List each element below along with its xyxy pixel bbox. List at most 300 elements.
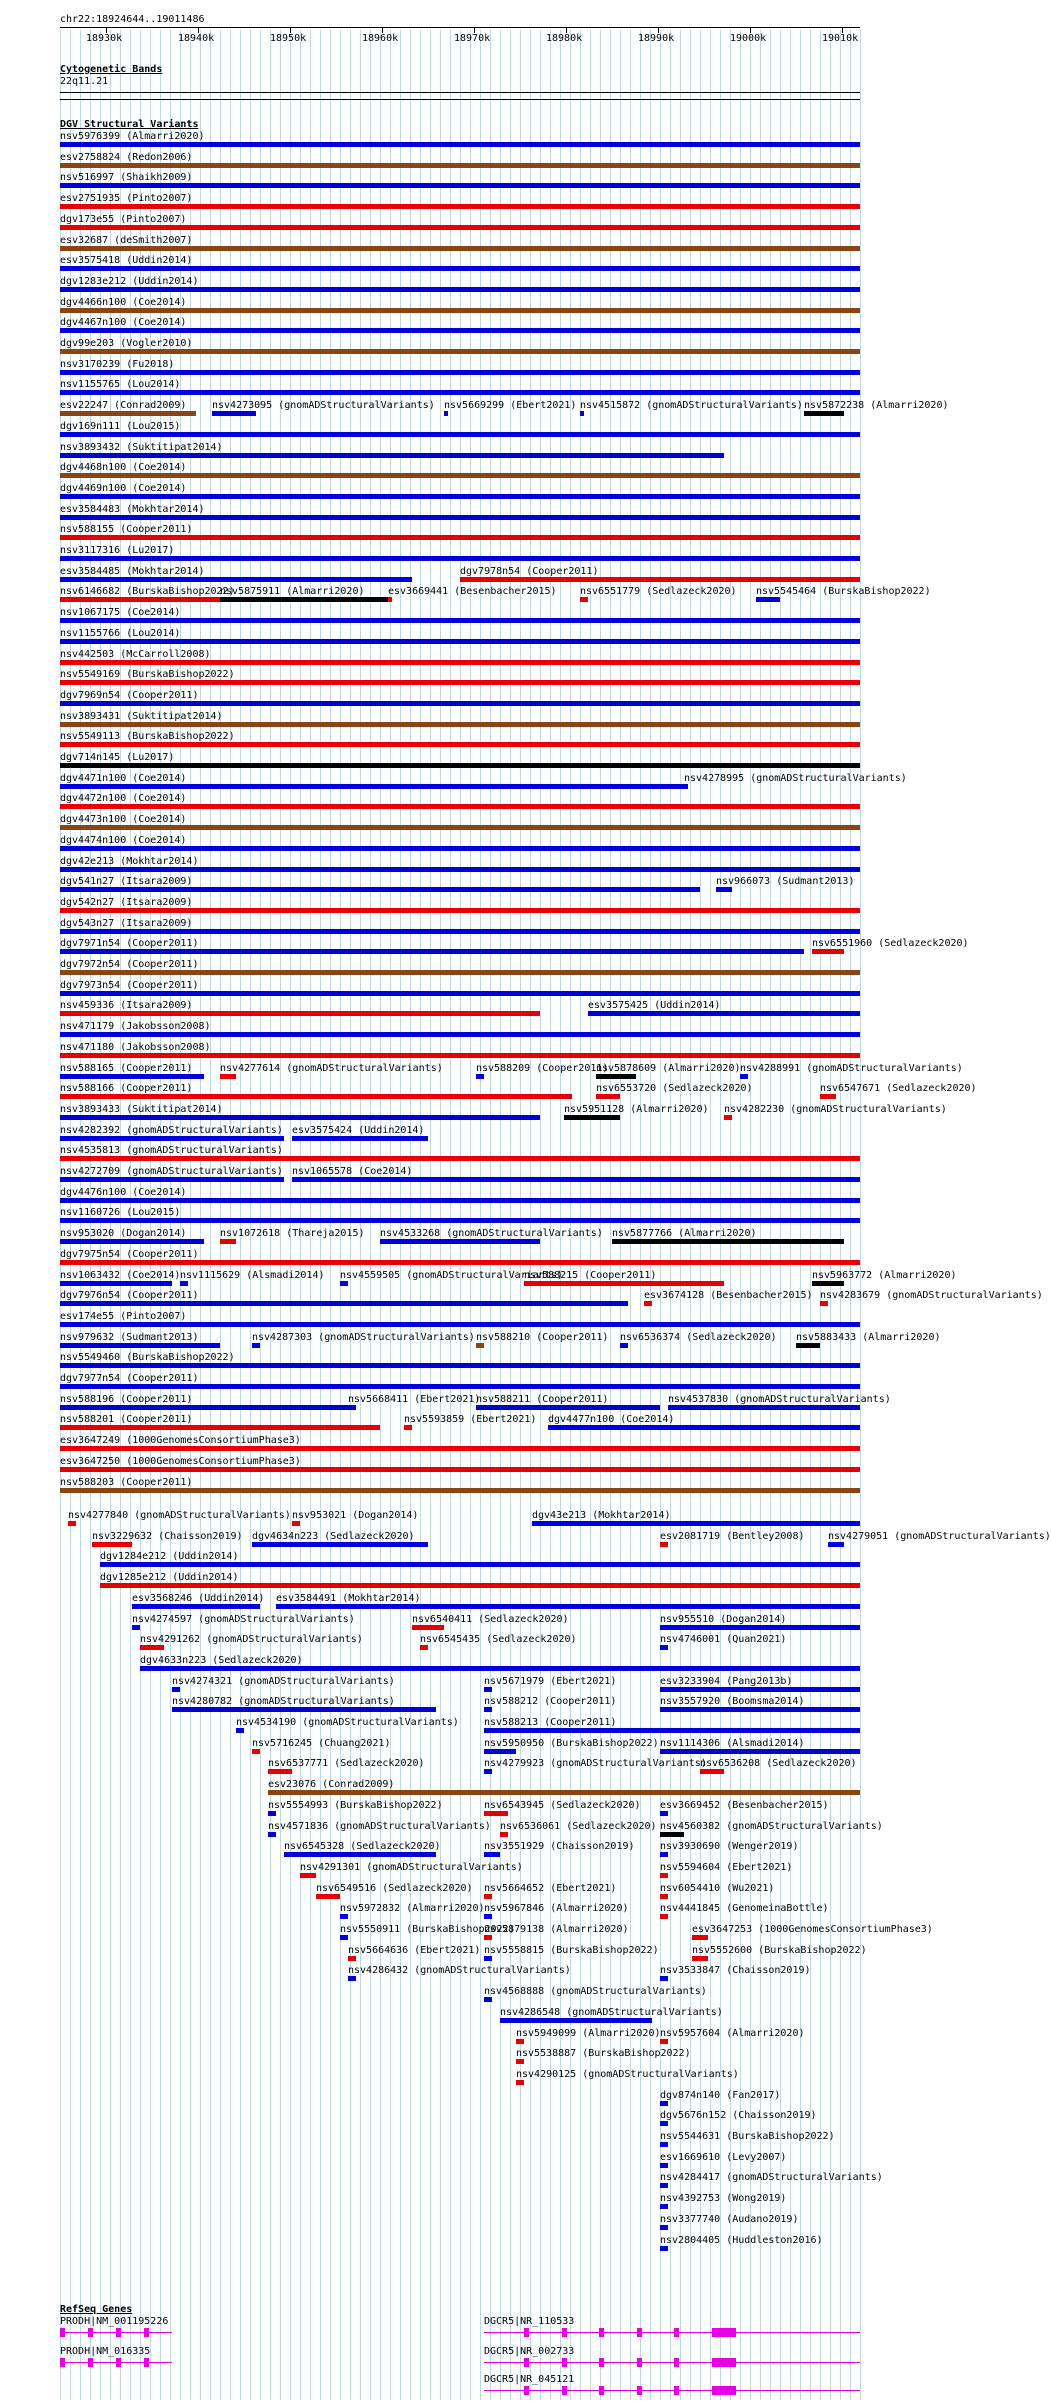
variant-label[interactable]: dgv7969n54 (Cooper2011) <box>60 689 199 701</box>
variant-label[interactable]: esv3584485 (Mokhtar2014) <box>60 565 205 577</box>
gene-exon[interactable] <box>712 2386 736 2395</box>
variant-label[interactable]: nsv4283679 (gnomADStructuralVariants) <box>820 1290 1043 1302</box>
variant-bar[interactable] <box>404 1425 412 1430</box>
variant-bar[interactable] <box>660 1625 860 1630</box>
variant-label[interactable]: esv3584483 (Mokhtar2014) <box>60 503 205 515</box>
variant-bar[interactable] <box>692 1935 708 1940</box>
variant-label[interactable]: esv3233904 (Pang2013b) <box>660 1675 793 1687</box>
variant-bar[interactable] <box>180 1281 188 1286</box>
variant-label[interactable]: nsv3117316 (Lu2017) <box>60 545 175 556</box>
variant-bar[interactable] <box>660 2225 668 2230</box>
variant-label[interactable]: nsv5878609 (Almarri2020) <box>596 1062 741 1074</box>
variant-bar[interactable] <box>484 1769 492 1774</box>
variant-label[interactable]: nsv5963772 (Almarri2020) <box>812 1269 957 1281</box>
variant-bar[interactable] <box>60 1488 860 1493</box>
variant-bar[interactable] <box>580 597 588 602</box>
variant-bar[interactable] <box>60 204 860 209</box>
variant-bar[interactable] <box>60 1218 860 1223</box>
variant-label[interactable]: nsv1114306 (Alsmadi2014) <box>660 1737 805 1749</box>
variant-bar[interactable] <box>60 1260 860 1265</box>
variant-bar[interactable] <box>484 1687 492 1692</box>
variant-label[interactable]: nsv588201 (Cooper2011) <box>60 1414 193 1426</box>
variant-label[interactable]: nsv6543945 (Sedlazeck2020) <box>484 1799 641 1811</box>
variant-bar[interactable] <box>420 1645 428 1650</box>
gene-exon[interactable] <box>599 2358 604 2367</box>
variant-bar[interactable] <box>524 1281 724 1286</box>
variant-bar[interactable] <box>60 1425 380 1430</box>
variant-label[interactable]: nsv5875911 (Almarri2020) <box>220 586 365 598</box>
variant-label[interactable]: nsv1067175 (Coe2014) <box>60 607 181 619</box>
variant-bar[interactable] <box>60 1384 860 1389</box>
variant-label[interactable]: dgv543n27 (Itsara2009) <box>60 917 193 929</box>
variant-label[interactable]: dgv4468n100 (Coe2014) <box>60 462 187 474</box>
variant-bar[interactable] <box>60 556 860 561</box>
variant-bar[interactable] <box>60 1011 540 1016</box>
variant-label[interactable]: nsv1063432 (Coe2014) <box>60 1269 181 1281</box>
variant-label[interactable]: nsv4537830 (gnomADStructuralVariants) <box>668 1393 891 1405</box>
variant-bar[interactable] <box>60 887 700 892</box>
variant-bar[interactable] <box>484 1852 500 1857</box>
variant-bar[interactable] <box>60 183 860 188</box>
variant-bar[interactable] <box>60 266 860 271</box>
variant-bar[interactable] <box>660 1645 668 1650</box>
variant-label[interactable]: esv3669441 (Besenbacher2015) <box>388 586 557 598</box>
variant-bar[interactable] <box>60 390 860 395</box>
variant-label[interactable]: nsv4291301 (gnomADStructuralVariants) <box>300 1861 523 1873</box>
variant-label[interactable]: nsv4288991 (gnomADStructuralVariants) <box>740 1062 963 1074</box>
variant-bar[interactable] <box>340 1281 348 1286</box>
variant-label[interactable]: esv22247 (Conrad2009) <box>60 400 187 412</box>
variant-label[interactable]: nsv5716245 (Chuang2021) <box>252 1737 391 1749</box>
variant-bar[interactable] <box>60 970 860 975</box>
variant-label[interactable]: nsv4284417 (gnomADStructuralVariants) <box>660 2172 883 2184</box>
variant-label[interactable]: nsv4277614 (gnomADStructuralVariants) <box>220 1062 443 1074</box>
variant-bar[interactable] <box>484 1914 492 1919</box>
variant-bar[interactable] <box>68 1521 76 1526</box>
variant-label[interactable]: nsv5976399 (Almarri2020) <box>60 131 205 142</box>
variant-label[interactable]: nsv471180 (Jakobsson2008) <box>60 1041 211 1053</box>
variant-bar[interactable] <box>564 1115 620 1120</box>
variant-label[interactable]: nsv4279923 (gnomADStructuralVariants) <box>484 1758 707 1770</box>
variant-label[interactable]: esv3568246 (Uddin2014) <box>132 1592 265 1604</box>
gene-exon[interactable] <box>599 2328 604 2337</box>
variant-label[interactable]: nsv5972832 (Almarri2020) <box>340 1903 485 1915</box>
variant-label[interactable]: nsv5549460 (BurskaBishop2022) <box>60 1352 235 1364</box>
variant-bar[interactable] <box>596 1094 620 1099</box>
variant-bar[interactable] <box>660 2039 668 2044</box>
gene-intron-line[interactable] <box>484 2332 860 2333</box>
variant-label[interactable]: esv3647250 (1000GenomesConsortiumPhase3) <box>60 1455 301 1467</box>
variant-bar[interactable] <box>348 1956 356 1961</box>
variant-label[interactable]: dgv99e203 (Vogler2010) <box>60 338 193 349</box>
variant-bar[interactable] <box>660 2163 668 2168</box>
variant-label[interactable]: nsv953020 (Dogan2014) <box>60 1228 187 1240</box>
variant-bar[interactable] <box>812 949 844 954</box>
variant-bar[interactable] <box>660 1542 668 1547</box>
variant-bar[interactable] <box>60 1405 348 1410</box>
variant-label[interactable]: nsv3893433 (Suktitipat2014) <box>60 1103 223 1115</box>
variant-label[interactable]: dgv5676n152 (Chaisson2019) <box>660 2110 817 2122</box>
variant-label[interactable]: esv3575418 (Uddin2014) <box>60 255 193 267</box>
gene-label[interactable]: PRODH|NM_001195226 <box>60 2316 169 2327</box>
variant-label[interactable]: esv32687 (deSmith2007) <box>60 234 193 246</box>
variant-label[interactable]: nsv5545464 (BurskaBishop2022) <box>756 586 931 598</box>
variant-label[interactable]: nsv5669299 (Ebert2021) <box>444 400 577 412</box>
variant-bar[interactable] <box>60 432 860 437</box>
variant-label[interactable]: dgv4477n100 (Coe2014) <box>548 1414 675 1426</box>
variant-label[interactable]: nsv4279051 (gnomADStructuralVariants) <box>828 1530 1051 1542</box>
variant-bar[interactable] <box>60 1467 860 1472</box>
gene-exon[interactable] <box>599 2386 604 2395</box>
variant-label[interactable]: nsv6536208 (Sedlazeck2020) <box>700 1758 857 1770</box>
variant-bar[interactable] <box>60 1115 540 1120</box>
variant-label[interactable]: nsv6553720 (Sedlazeck2020) <box>596 1083 753 1095</box>
variant-label[interactable]: nsv588209 (Cooper2011) <box>476 1062 609 1074</box>
variant-bar[interactable] <box>60 1156 860 1161</box>
variant-label[interactable]: dgv4471n100 (Coe2014) <box>60 772 187 784</box>
variant-label[interactable]: nsv6545435 (Sedlazeck2020) <box>420 1634 577 1646</box>
variant-bar[interactable] <box>172 1707 436 1712</box>
variant-bar[interactable] <box>660 1749 860 1754</box>
variant-label[interactable]: nsv4535813 (gnomADStructuralVariants) <box>60 1145 283 1157</box>
variant-label[interactable]: nsv4282230 (gnomADStructuralVariants) <box>724 1103 947 1115</box>
gene-exon[interactable] <box>144 2328 149 2337</box>
variant-label[interactable]: dgv4476n100 (Coe2014) <box>60 1186 187 1198</box>
variant-label[interactable]: nsv6547671 (Sedlazeck2020) <box>820 1083 977 1095</box>
variant-label[interactable]: nsv4286432 (gnomADStructuralVariants) <box>348 1965 571 1977</box>
variant-bar[interactable] <box>692 1956 708 1961</box>
variant-bar[interactable] <box>60 1074 204 1079</box>
variant-bar[interactable] <box>60 411 196 416</box>
variant-label[interactable]: nsv5538887 (BurskaBishop2022) <box>516 2048 691 2060</box>
variant-label[interactable]: nsv5554993 (BurskaBishop2022) <box>268 1799 443 1811</box>
variant-label[interactable]: nsv1155766 (Lou2014) <box>60 627 181 639</box>
variant-bar[interactable] <box>660 1852 668 1857</box>
variant-bar[interactable] <box>388 597 392 602</box>
variant-bar[interactable] <box>484 1749 516 1754</box>
variant-label[interactable]: nsv6054410 (Wu2021) <box>660 1882 775 1894</box>
variant-label[interactable]: nsv4274597 (gnomADStructuralVariants) <box>132 1613 355 1625</box>
variant-label[interactable]: nsv5549113 (BurskaBishop2022) <box>60 731 235 743</box>
variant-bar[interactable] <box>60 949 804 954</box>
variant-bar[interactable] <box>100 1583 860 1588</box>
variant-label[interactable]: dgv4633n223 (Sedlazeck2020) <box>140 1654 303 1666</box>
variant-bar[interactable] <box>132 1604 260 1609</box>
variant-bar[interactable] <box>92 1542 132 1547</box>
variant-label[interactable]: nsv5549169 (BurskaBishop2022) <box>60 669 235 681</box>
variant-label[interactable]: nsv6545328 (Sedlazeck2020) <box>284 1841 441 1853</box>
variant-bar[interactable] <box>532 1521 860 1526</box>
variant-label[interactable]: esv3647249 (1000GenomesConsortiumPhase3) <box>60 1435 301 1447</box>
variant-label[interactable]: dgv4474n100 (Coe2014) <box>60 834 187 846</box>
variant-label[interactable]: nsv588211 (Cooper2011) <box>476 1393 609 1405</box>
variant-bar[interactable] <box>740 1074 748 1079</box>
variant-bar[interactable] <box>60 1136 284 1141</box>
variant-label[interactable]: nsv6536061 (Sedlazeck2020) <box>500 1820 657 1832</box>
variant-label[interactable]: dgv43e213 (Mokhtar2014) <box>532 1510 671 1521</box>
variant-bar[interactable] <box>252 1542 428 1547</box>
variant-bar[interactable] <box>60 328 860 333</box>
variant-bar[interactable] <box>60 867 860 872</box>
variant-bar[interactable] <box>444 411 448 416</box>
variant-bar[interactable] <box>60 453 724 458</box>
variant-bar[interactable] <box>60 473 860 478</box>
variant-bar[interactable] <box>596 1074 636 1079</box>
variant-label[interactable]: nsv4533268 (gnomADStructuralVariants) <box>380 1228 603 1240</box>
variant-label[interactable]: nsv6540411 (Sedlazeck2020) <box>412 1613 569 1625</box>
variant-bar[interactable] <box>60 742 860 747</box>
variant-label[interactable]: nsv4441845 (GenomeinaBottle) <box>660 1903 829 1915</box>
variant-label[interactable]: nsv588196 (Cooper2011) <box>60 1393 193 1405</box>
variant-label[interactable]: nsv979632 (Sudmant2013) <box>60 1331 199 1343</box>
variant-bar[interactable] <box>140 1666 860 1671</box>
variant-label[interactable]: dgv7975n54 (Cooper2011) <box>60 1248 199 1260</box>
variant-bar[interactable] <box>700 1769 724 1774</box>
variant-label[interactable]: nsv4286548 (gnomADStructuralVariants) <box>500 2006 723 2018</box>
variant-label[interactable]: dgv1285e212 (Uddin2014) <box>100 1572 239 1584</box>
variant-bar[interactable] <box>60 163 860 168</box>
gene-intron-line[interactable] <box>484 2362 860 2363</box>
variant-bar[interactable] <box>212 411 256 416</box>
gene-exon[interactable] <box>712 2328 736 2337</box>
variant-label[interactable]: dgv4472n100 (Coe2014) <box>60 793 187 805</box>
variant-label[interactable]: nsv3170239 (Fu2018) <box>60 358 175 370</box>
variant-label[interactable]: dgv4473n100 (Coe2014) <box>60 814 187 826</box>
variant-bar[interactable] <box>60 1281 172 1286</box>
variant-label[interactable]: nsv4277840 (gnomADStructuralVariants) <box>68 1510 291 1521</box>
variant-label[interactable]: nsv588203 (Cooper2011) <box>60 1476 193 1488</box>
variant-label[interactable]: nsv5593859 (Ebert2021) <box>404 1414 537 1426</box>
variant-label[interactable]: dgv7972n54 (Cooper2011) <box>60 959 199 970</box>
variant-bar[interactable] <box>60 1053 860 1058</box>
variant-bar[interactable] <box>484 1811 508 1816</box>
variant-label[interactable]: nsv3930690 (Wenger2019) <box>660 1841 799 1853</box>
variant-label[interactable]: esv3575424 (Uddin2014) <box>292 1124 425 1136</box>
variant-label[interactable]: dgv7973n54 (Cooper2011) <box>60 979 199 991</box>
variant-bar[interactable] <box>60 246 860 251</box>
variant-label[interactable]: nsv5664636 (Ebert2021) <box>348 1944 481 1956</box>
variant-label[interactable]: nsv1065578 (Coe2014) <box>292 1166 413 1177</box>
variant-bar[interactable] <box>60 597 220 602</box>
variant-bar[interactable] <box>660 2121 668 2126</box>
variant-label[interactable]: nsv4278995 (gnomADStructuralVariants) <box>684 772 907 784</box>
variant-bar[interactable] <box>60 1322 860 1327</box>
variant-bar[interactable] <box>60 1032 860 1037</box>
variant-label[interactable]: nsv5664652 (Ebert2021) <box>484 1882 617 1894</box>
variant-bar[interactable] <box>484 1956 492 1961</box>
variant-label[interactable]: nsv5949099 (Almarri2020) <box>516 2027 661 2039</box>
variant-bar[interactable] <box>660 2204 668 2209</box>
variant-bar[interactable] <box>660 1976 668 1981</box>
variant-label[interactable]: nsv3893431 (Suktitipat2014) <box>60 710 223 722</box>
gene-exon[interactable] <box>712 2358 736 2367</box>
variant-label[interactable]: nsv4282392 (gnomADStructuralVariants) <box>60 1124 283 1136</box>
variant-label[interactable]: dgv169n111 (Lou2015) <box>60 420 181 432</box>
variant-bar[interactable] <box>660 2183 668 2188</box>
gene-exon[interactable] <box>674 2358 679 2367</box>
gene-exon[interactable] <box>116 2328 121 2337</box>
variant-bar[interactable] <box>660 1811 668 1816</box>
variant-label[interactable]: nsv3551929 (Chaisson2019) <box>484 1841 635 1853</box>
variant-bar[interactable] <box>476 1343 484 1348</box>
variant-bar[interactable] <box>348 1405 356 1410</box>
variant-bar[interactable] <box>60 142 860 147</box>
variant-label[interactable]: dgv7976n54 (Cooper2011) <box>60 1290 199 1302</box>
variant-label[interactable]: nsv5594604 (Ebert2021) <box>660 1861 793 1873</box>
variant-label[interactable]: esv3584491 (Mokhtar2014) <box>276 1592 421 1604</box>
variant-bar[interactable] <box>60 722 860 727</box>
variant-label[interactable]: nsv5877766 (Almarri2020) <box>612 1228 757 1240</box>
variant-label[interactable]: esv23076 (Conrad2009) <box>268 1779 395 1791</box>
variant-bar[interactable] <box>300 1873 316 1878</box>
variant-label[interactable]: nsv2804405 (Huddleston2016) <box>660 2234 823 2246</box>
variant-label[interactable]: nsv1155765 (Lou2014) <box>60 379 181 391</box>
variant-bar[interactable] <box>548 1425 860 1430</box>
variant-label[interactable]: dgv1283e212 (Uddin2014) <box>60 275 199 287</box>
variant-bar[interactable] <box>516 2039 524 2044</box>
gene-exon[interactable] <box>60 2328 65 2337</box>
variant-bar[interactable] <box>60 225 860 230</box>
variant-bar[interactable] <box>60 680 860 685</box>
variant-label[interactable]: nsv5558815 (BurskaBishop2022) <box>484 1944 659 1956</box>
variant-bar[interactable] <box>236 1728 244 1733</box>
variant-label[interactable]: dgv4467n100 (Coe2014) <box>60 317 187 329</box>
gene-exon[interactable] <box>637 2328 642 2337</box>
variant-bar[interactable] <box>660 2101 668 2106</box>
variant-label[interactable]: nsv588155 (Cooper2011) <box>60 524 193 536</box>
variant-label[interactable]: nsv4272709 (gnomADStructuralVariants) <box>60 1166 283 1177</box>
gene-exon[interactable] <box>562 2386 567 2395</box>
gene-exon[interactable] <box>524 2358 529 2367</box>
variant-label[interactable]: nsv4274321 (gnomADStructuralVariants) <box>172 1675 395 1687</box>
variant-bar[interactable] <box>220 1239 236 1244</box>
variant-bar[interactable] <box>60 639 860 644</box>
variant-label[interactable]: nsv953021 (Dogan2014) <box>292 1510 419 1521</box>
variant-bar[interactable] <box>60 763 860 768</box>
variant-label[interactable]: dgv7978n54 (Cooper2011) <box>460 565 599 577</box>
variant-label[interactable]: nsv4291262 (gnomADStructuralVariants) <box>140 1634 363 1646</box>
variant-bar[interactable] <box>60 577 412 582</box>
variant-bar[interactable] <box>716 887 732 892</box>
variant-label[interactable]: dgv1284e212 (Uddin2014) <box>100 1551 239 1563</box>
variant-bar[interactable] <box>580 411 584 416</box>
variant-bar[interactable] <box>500 2018 652 2023</box>
variant-label[interactable]: nsv4280782 (gnomADStructuralVariants) <box>172 1696 395 1708</box>
gene-exon[interactable] <box>88 2328 93 2337</box>
variant-label[interactable]: nsv588212 (Cooper2011) <box>484 1696 617 1708</box>
variant-label[interactable]: nsv3229632 (Chaisson2019) <box>92 1530 243 1542</box>
variant-bar[interactable] <box>660 2142 668 2147</box>
variant-label[interactable]: nsv3893432 (Suktitipat2014) <box>60 441 223 453</box>
variant-bar[interactable] <box>60 825 860 830</box>
variant-bar[interactable] <box>60 1301 628 1306</box>
variant-bar[interactable] <box>484 1997 492 2002</box>
variant-bar[interactable] <box>684 784 688 789</box>
variant-bar[interactable] <box>172 1687 180 1692</box>
variant-bar[interactable] <box>412 1625 444 1630</box>
variant-label[interactable]: esv3669452 (Besenbacher2015) <box>660 1799 829 1811</box>
variant-bar[interactable] <box>668 1405 860 1410</box>
variant-label[interactable]: nsv5957604 (Almarri2020) <box>660 2027 805 2039</box>
variant-label[interactable]: nsv4571836 (gnomADStructuralVariants) <box>268 1820 491 1832</box>
variant-label[interactable]: nsv442503 (McCarroll2008) <box>60 648 211 660</box>
variant-bar[interactable] <box>516 2059 524 2064</box>
variant-label[interactable]: nsv6537771 (Sedlazeck2020) <box>268 1758 425 1770</box>
variant-bar[interactable] <box>60 784 684 789</box>
variant-bar[interactable] <box>60 908 860 913</box>
variant-label[interactable]: nsv4746001 (Quan2021) <box>660 1634 787 1646</box>
variant-label[interactable]: nsv6536374 (Sedlazeck2020) <box>620 1331 777 1343</box>
variant-bar[interactable] <box>60 701 860 706</box>
variant-bar[interactable] <box>252 1749 260 1754</box>
variant-label[interactable]: nsv6549516 (Sedlazeck2020) <box>316 1882 473 1894</box>
variant-bar[interactable] <box>588 1011 860 1016</box>
variant-bar[interactable] <box>268 1832 276 1837</box>
variant-label[interactable]: dgv7977n54 (Cooper2011) <box>60 1373 199 1384</box>
variant-label[interactable]: nsv516997 (Shaikh2009) <box>60 172 193 184</box>
variant-label[interactable]: nsv966073 (Sudmant2013) <box>716 876 855 888</box>
gene-label[interactable]: DGCR5|NR_002733 <box>484 2346 575 2357</box>
gene-exon[interactable] <box>88 2358 93 2367</box>
variant-bar[interactable] <box>60 929 860 934</box>
gene-exon[interactable] <box>144 2358 149 2367</box>
variant-bar[interactable] <box>252 1343 260 1348</box>
variant-label[interactable]: nsv459336 (Itsara2009) <box>60 1000 193 1012</box>
variant-bar[interactable] <box>60 1363 860 1368</box>
gene-label[interactable]: DGCR5|NR_045121 <box>484 2374 575 2385</box>
variant-bar[interactable] <box>804 411 844 416</box>
variant-label[interactable]: nsv5872238 (Almarri2020) <box>804 400 949 412</box>
gene-label[interactable]: DGCR5|NR_110533 <box>484 2316 575 2327</box>
variant-bar[interactable] <box>60 660 860 665</box>
variant-label[interactable]: nsv588166 (Cooper2011) <box>60 1083 193 1095</box>
variant-bar[interactable] <box>276 1604 860 1609</box>
variant-bar[interactable] <box>60 1446 860 1451</box>
variant-bar[interactable] <box>340 1914 348 1919</box>
variant-bar[interactable] <box>660 1914 668 1919</box>
variant-label[interactable]: esv3647253 (1000GenomesConsortiumPhase3) <box>692 1924 933 1935</box>
variant-bar[interactable] <box>460 577 860 582</box>
variant-label[interactable]: dgv4469n100 (Coe2014) <box>60 482 187 494</box>
gene-exon[interactable] <box>674 2386 679 2395</box>
variant-label[interactable]: nsv4560382 (gnomADStructuralVariants) <box>660 1820 883 1832</box>
variant-bar[interactable] <box>60 804 860 809</box>
variant-bar[interactable] <box>60 535 860 540</box>
variant-bar[interactable] <box>796 1343 820 1348</box>
variant-bar[interactable] <box>100 1562 860 1567</box>
gene-exon[interactable] <box>637 2358 642 2367</box>
variant-label[interactable]: nsv5950950 (BurskaBishop2022) <box>484 1737 659 1749</box>
variant-label[interactable]: nsv3557920 (Boomsma2014) <box>660 1696 805 1708</box>
variant-bar[interactable] <box>828 1542 844 1547</box>
variant-label[interactable]: nsv3533847 (Chaisson2019) <box>660 1965 811 1977</box>
variant-label[interactable]: nsv4290125 (gnomADStructuralVariants) <box>516 2068 739 2080</box>
variant-label[interactable]: nsv5544631 (BurskaBishop2022) <box>660 2131 835 2142</box>
variant-bar[interactable] <box>60 370 860 375</box>
variant-bar[interactable] <box>644 1301 652 1306</box>
variant-bar[interactable] <box>484 1894 492 1899</box>
variant-bar[interactable] <box>268 1790 860 1795</box>
variant-bar[interactable] <box>268 1811 276 1816</box>
variant-label[interactable]: esv174e55 (Pinto2007) <box>60 1310 187 1322</box>
variant-bar[interactable] <box>292 1136 428 1141</box>
variant-label[interactable]: nsv4534190 (gnomADStructuralVariants) <box>236 1717 459 1728</box>
variant-bar[interactable] <box>220 597 388 602</box>
gene-label[interactable]: PRODH|NM_016335 <box>60 2346 151 2357</box>
variant-bar[interactable] <box>660 2246 668 2251</box>
gene-exon[interactable] <box>674 2328 679 2337</box>
variant-bar[interactable] <box>660 1707 860 1712</box>
